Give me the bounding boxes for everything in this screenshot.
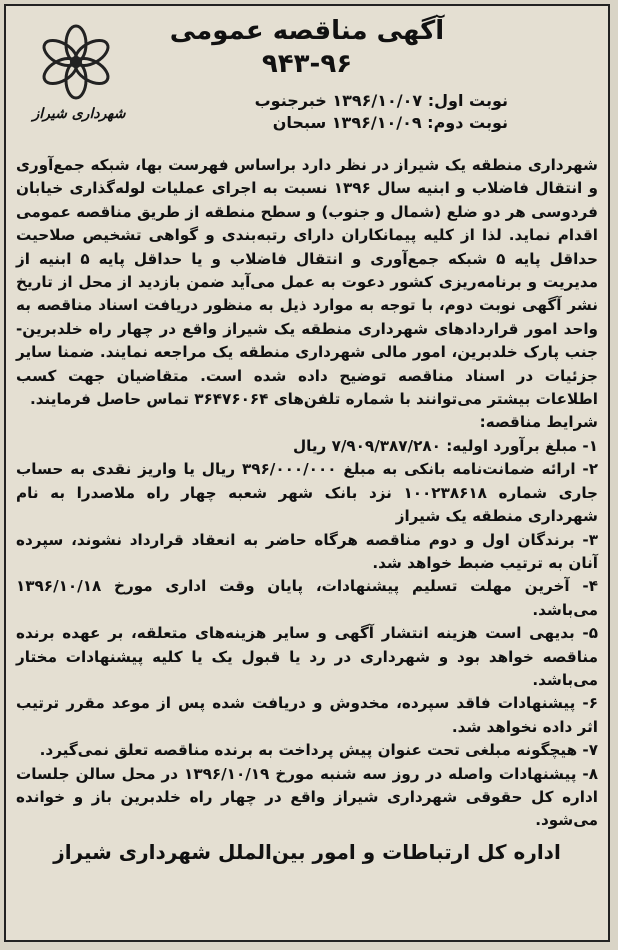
notice-title: آگهی مناقصه عمومی xyxy=(169,16,445,46)
condition-item: ۸- پیشنهادات واصله در روز سه شنبه مورخ ۱۳۹۶/۱۰/۱۹ در محل سالن جلسات اداره کل حقوقی شهرداری شیراز واقع در چهار راه خلدبرین باز و خوانده می‌شود. xyxy=(16,764,598,830)
conditions-heading: شرایط مناقصه: xyxy=(479,413,598,432)
notice-number: ۹۴۳-۹۶ xyxy=(261,49,353,79)
logo-text: شهرداری شیراز xyxy=(32,106,126,122)
condition-item: ۳- برندگان اول و دوم مناقصه هرگاه حاضر به انعقاد قرارداد نشوند، سپرده آنان به ترتیب ضبط خواهد شد. xyxy=(16,530,598,572)
notice-body xyxy=(16,154,598,833)
signature-line: اداره کل ارتباطات و امور بین‌الملل شهرداری شیراز xyxy=(53,839,561,864)
notice-second: نوبت دوم: ۱۳۹۶/۱۰/۰۹ سبحان xyxy=(272,113,508,132)
condition-item: ۵- بدیهی است هزینه انتشار آگهی و سایر هزینه‌های متعلقه، بر عهده برنده مناقصه خواهد بود و شهرداری در رد یا قبول یک یا کلیه پیشنهادات مختار می‌باشد. xyxy=(16,624,598,689)
condition-item: ۲- ارائه ضمانت‌نامه بانکی به مبلغ ۳۹۶/۰۰۰/۰۰۰ ریال یا واریز نقدی به حساب جاری شماره ۱۰۰۲۳۸۶۱۸ نزد بانک شهر شعبه چهار راه ملاصدرا به نام شهرداری منطقه یک شیراز xyxy=(16,460,598,526)
condition-item: ۴- آخرین مهلت تسلیم پیشنهادات، پایان وقت اداری مورخ ۱۳۹۶/۱۰/۱۸ می‌باشد. xyxy=(16,577,598,619)
intro-paragraph: شهرداری منطقه یک شیراز در نظر دارد براساس فهرست بها، شبکه جمع‌آوری و انتقال فاضلاب و ابنیه سال ۱۳۹۶ نسبت به اجرای عملیات لوله‌گذاری خیابان فردوسی هر دو ضلع (شمال و جنوب) و سطح منطقه از طریق مناقصه عمومی اقدام نماید. لذا از کلیه پیمانکاران دارای رتبه‌بندی و گواهی تشخیص صلاحیت حداقل پایه ۵ شبکه جمع‌آوری و انتقال فاضلاب و یا حداقل پایه ۵ ابنیه از مدیریت و برنامه‌ریزی کشور دعوت به عمل می‌آید ضمن بازدید از محل از تاریخ نشر آگهی نوبت دوم، با توجه به موارد ذیل به منظور دریافت اسناد مناقصه به واحد امور قراردادهای شهرداری منطقه یک شیراز واقع در چهار راه خلدبرین- جنب پارک خلدبرین، امور مالی شهرداری منطقه یک مراجعه نمایند. ضمنا سایر جزئیات در اسناد مناقصه توضیح داده شده است. متقاضیان جهت کسب اطلاعات بیشتر می‌توانند با شماره تلفن‌های ۳۶۴۷۶۰۶۴ تماس حاصل فرمایند. xyxy=(16,156,598,409)
condition-item: ۷- هیچگونه مبلغی تحت عنوان پیش پرداخت به برنده مناقصه تعلق نمی‌گیرد. xyxy=(39,741,598,760)
condition-item: ۶- پیشنهادات فاقد سپرده، مخدوش و دریافت شده پس از موعد مقرر ترتیب اثر داده نخواهد شد. xyxy=(16,694,598,736)
publication-dates xyxy=(255,90,508,134)
tender-notice xyxy=(4,4,610,942)
notice-first: نوبت اول: ۱۳۹۶/۱۰/۰۷ خبرجنوب xyxy=(254,91,508,110)
condition-item: ۱- مبلغ برآورد اولیه: ۷/۹۰۹/۳۸۷/۲۸۰ ریال xyxy=(292,436,598,455)
notice-header xyxy=(16,14,598,154)
